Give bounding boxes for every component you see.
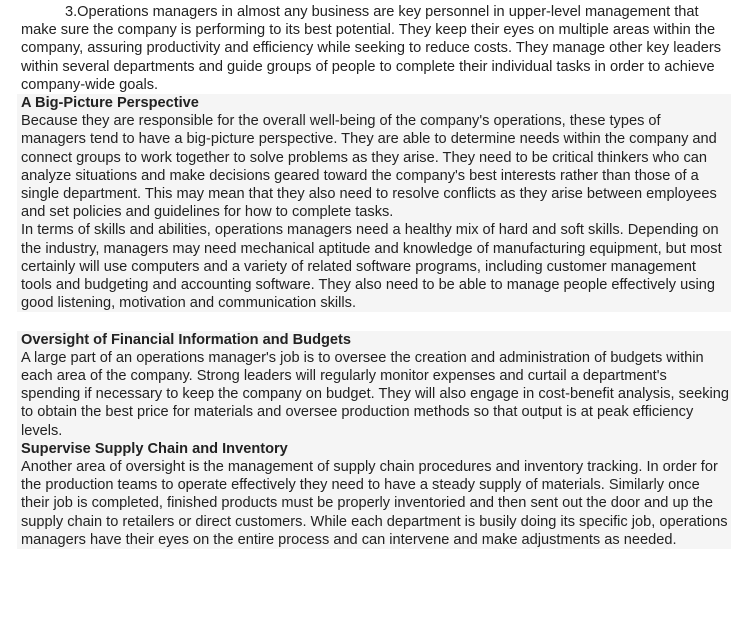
paragraph-supply-chain: Another area of oversight is the management of supply chain procedures and inventory tracking. In order for the production teams to operate effectively they need to have a steady supply of materials. Similarly once their job is completed, finished products must be properly inventoried and then sent out the door and up the supply chain to retailers or direct customers. While each department is busily doing its specific job, operations managers have their eyes on the entire process and can intervene and make adjustments as needed. xyxy=(17,458,731,549)
paragraph-big-picture-1: Because they are responsible for the overall well-being of the company's operations, these types of managers tend to have a big-picture perspective. They are able to determine needs within the company and connect groups to work together to solve problems as they arise. They need to be critical thinkers who can analyze situations and make decisions geared toward the company's best interests rather than those of a single department. This may mean that they also need to resolve conflicts as they arise between employees and set policies and guidelines for how to complete tasks. xyxy=(17,112,731,221)
blank-line xyxy=(17,312,731,330)
section-heading-big-picture: A Big-Picture Perspective xyxy=(17,94,731,112)
document-body xyxy=(17,3,731,549)
paragraph-big-picture-2: In terms of skills and abilities, operations managers need a healthy mix of hard and soft skills. Depending on the industry, managers may need mechanical aptitude and knowledge of manufacturing equipment, but most certainly will use computers and a variety of related software programs, including customer management tools and budgeting and accounting software. They also need to be able to manage people effectively using good listening, motivation and communication skills. xyxy=(17,221,731,312)
section-heading-supply-chain: Supervise Supply Chain and Inventory xyxy=(17,440,731,458)
intro-paragraph: 3.Operations managers in almost any business are key personnel in upper-level management that make sure the company is performing to its best potential. They keep their eyes on multiple areas within the company, assuring productivity and efficiency while seeking to reduce costs. They manage other key leaders within several departments and guide groups of people to complete their individual tasks in order to achieve company-wide goals. xyxy=(21,4,722,93)
section-heading-financial-oversight: Oversight of Financial Information and Budgets xyxy=(17,331,731,349)
paragraph-financial-oversight: A large part of an operations manager's job is to oversee the creation and administration of budgets within each area of the company. Strong leaders will regularly monitor expenses and curtail a department's spending if necessary to keep the company on budget. They will also engage in cost-benefit analysis, seeking to obtain the best price for materials and oversee production methods so that output is at peak efficiency levels. xyxy=(17,349,731,440)
